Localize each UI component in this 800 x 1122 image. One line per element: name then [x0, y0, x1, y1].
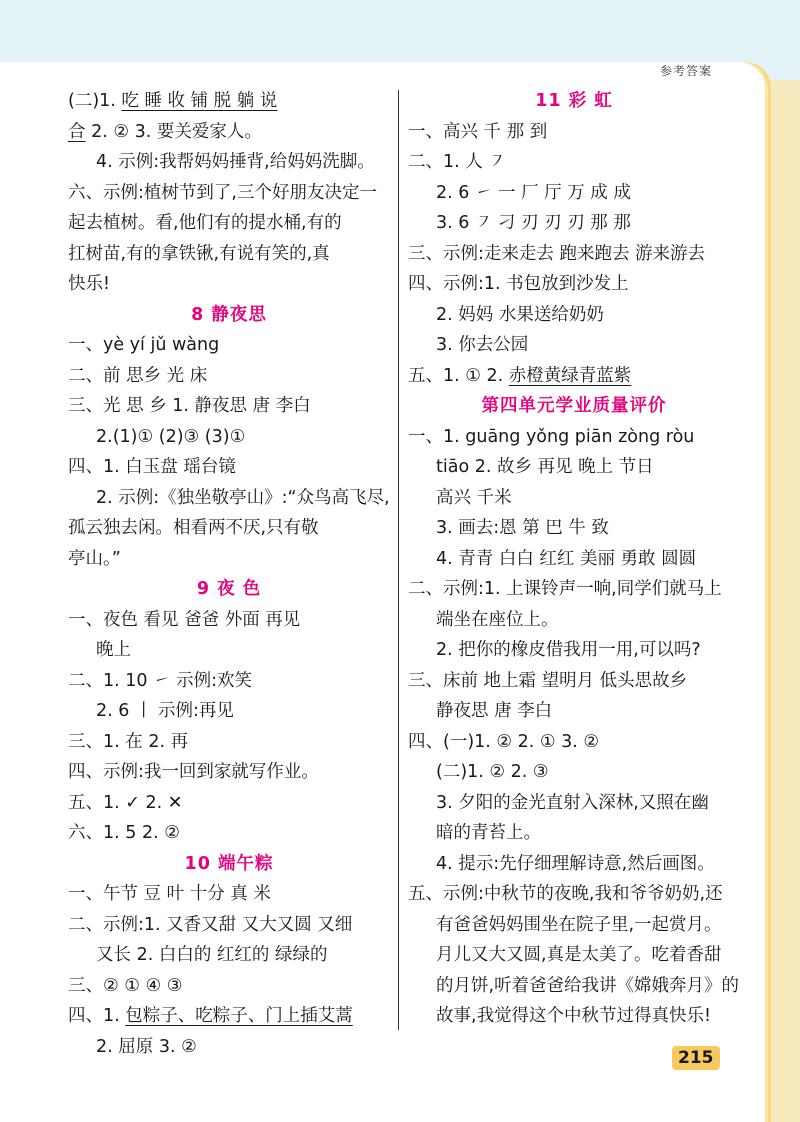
- answer-line: [68, 117, 390, 148]
- answer-line: [68, 696, 390, 727]
- line-text: 2. 6 丨 示例:再见: [96, 701, 234, 721]
- answer-line: [408, 910, 740, 941]
- line-text: 快乐!: [68, 274, 111, 294]
- answer-line: [68, 422, 390, 453]
- line-text: 一、1. guāng yǒng piān zòng ròu: [408, 426, 695, 447]
- answer-line: [68, 605, 390, 636]
- line-text: 静夜思 唐 李白: [436, 701, 553, 721]
- line-text: 有爸爸妈妈围坐在院子里,一起赏月。: [436, 914, 722, 935]
- line-text: 三、床前 地上霜 望明月 低头思故乡: [408, 670, 688, 691]
- line-text: 一、午节 豆 叶 十分 真 米: [68, 884, 271, 904]
- line-text: 2. 屈原 3. ②: [96, 1036, 197, 1057]
- answer-line: [408, 269, 740, 300]
- line-text: 六、示例:植树节到了,三个好朋友决定一: [68, 182, 377, 203]
- line-text: 四、示例:1. 书包放到沙发上: [408, 274, 629, 294]
- line-text: 五、1. ✓ 2. ✕: [68, 792, 183, 813]
- answer-line: [68, 666, 390, 697]
- answer-line: [408, 452, 740, 483]
- answer-line: [68, 452, 390, 483]
- answer-line: [68, 147, 390, 178]
- line-text: 10 端午粽: [184, 853, 274, 874]
- line-text: (二)1. ② 2. ③: [436, 762, 549, 782]
- line-text: 11 彩 虹: [535, 91, 613, 111]
- line-text: 3. 夕阳的金光直射入深林,又照在幽: [436, 792, 709, 813]
- answer-line: [68, 635, 390, 666]
- answer-line: [408, 239, 740, 270]
- column-divider: [398, 90, 399, 1030]
- line-text: 二、示例:1. 上课铃声一响,同学们就马上: [408, 579, 722, 599]
- answer-line: [68, 1001, 390, 1032]
- answer-line: [408, 574, 740, 605]
- line-text: 三、示例:走来走去 跑来跑去 游来游去: [408, 243, 706, 264]
- answer-line: [408, 818, 740, 849]
- line-text: 扛树苗,有的拿铁锹,有说有笑的,真: [68, 243, 330, 264]
- line-text: 起去植树。看,他们有的提水桶,有的: [68, 213, 342, 233]
- line-text: 8 静夜思: [191, 304, 267, 325]
- answer-line: [68, 239, 390, 270]
- answer-line: [408, 483, 740, 514]
- answer-line: [68, 483, 390, 514]
- answer-line: [68, 513, 390, 544]
- line-text: 一、夜色 看见 爸爸 外面 再见: [68, 609, 301, 630]
- answer-line: [68, 879, 390, 910]
- answer-line: [68, 1032, 390, 1063]
- line-text: 2. 6 ㇀ 一 厂 厅 万 成 成: [436, 182, 631, 203]
- line-text: 4. 提示:先仔细理解诗意,然后画图。: [436, 853, 715, 874]
- answer-line: [68, 757, 390, 788]
- answer-line: [408, 117, 740, 148]
- section-title: [68, 300, 390, 331]
- section-title: [408, 391, 740, 422]
- header-label: 参考答案: [659, 64, 712, 78]
- section-title: [408, 86, 740, 117]
- line-text: 月儿又大又圆,真是太美了。吃着香甜: [436, 945, 722, 965]
- answer-line: [408, 605, 740, 636]
- line-text: 四、(一)1. ② 2. ① 3. ②: [408, 731, 600, 752]
- line-text: 故事,我觉得这个中秋节过得真快乐!: [436, 1006, 712, 1026]
- answer-line: [408, 513, 740, 544]
- line-text: 高兴 千米: [436, 487, 512, 508]
- answer-line: [408, 727, 740, 758]
- answer-line: [68, 818, 390, 849]
- section-title: [68, 849, 390, 880]
- answer-line: [408, 208, 740, 239]
- line-text: 2. 妈妈 水果送给奶奶: [436, 304, 604, 325]
- line-text: 三、② ① ④ ③: [68, 975, 183, 996]
- answer-line: [68, 910, 390, 941]
- section-title: [68, 574, 390, 605]
- answer-line: [408, 666, 740, 697]
- line-text: 亭山。”: [68, 548, 121, 569]
- line-text: tiāo 2. 故乡 再见 晚上 节日: [436, 457, 654, 477]
- line-text: 一、yè yí jǔ wàng: [68, 335, 220, 355]
- answer-line: [68, 940, 390, 971]
- answer-line: [68, 727, 390, 758]
- answer-line: [68, 971, 390, 1002]
- answer-line: [68, 269, 390, 300]
- answer-line: [408, 635, 740, 666]
- answer-line: [408, 544, 740, 575]
- line-text: 五、1. ① 2.: [408, 365, 509, 386]
- line-text: 的月饼,听着爸爸给我讲《嫦娥奔月》的: [436, 975, 740, 996]
- line-text: 2.(1)① (2)③ (3)①: [96, 426, 246, 447]
- line-text: 端坐在座位上。: [436, 609, 559, 630]
- answer-line: [408, 971, 740, 1002]
- line-text: 一、高兴 千 那 到: [408, 121, 548, 142]
- answer-line: [408, 940, 740, 971]
- answer-line: [408, 178, 740, 209]
- line-text: 二、示例:1. 又香又甜 又大又圆 又细: [68, 914, 353, 935]
- underlined-answer: 赤橙黄绿青蓝紫: [508, 365, 632, 386]
- line-text: 3. 画去:恩 第 巴 牛 致: [436, 518, 609, 538]
- line-text: 2. 把你的橡皮借我用一用,可以吗?: [436, 640, 701, 660]
- answer-line: [408, 147, 740, 178]
- line-text: 晚上: [96, 640, 131, 660]
- line-text: 二、1. 10 ㇀ 示例:欢笑: [68, 670, 253, 691]
- answer-line: [68, 86, 390, 117]
- answer-line: [408, 849, 740, 880]
- answer-line: [408, 422, 740, 453]
- answer-line: [408, 361, 740, 392]
- line-text: 六、1. 5 2. ②: [68, 823, 180, 843]
- line-text: 四、示例:我一回到家就写作业。: [68, 762, 319, 782]
- line-text: 4. 青青 白白 红红 美丽 勇敢 圆圆: [436, 548, 697, 569]
- answer-line: [68, 178, 390, 209]
- line-text: 三、1. 在 2. 再: [68, 731, 189, 752]
- answer-line: [408, 879, 740, 910]
- line-text: 9 夜 色: [196, 579, 262, 599]
- line-text: 第四单元学业质量评价: [481, 396, 667, 416]
- line-text: 3. 6 ㇇ 刁 刃 刃 刃 那 那: [436, 213, 631, 233]
- line-rest: 2. ② 3. 要关爱家人。: [85, 121, 262, 142]
- answer-line: [408, 757, 740, 788]
- line-text: 四、1. 白玉盘 瑶台镜: [68, 457, 236, 477]
- answer-line: [68, 361, 390, 392]
- line-text: 二、1. 人 ㇇: [408, 152, 506, 172]
- answer-line: [408, 696, 740, 727]
- underlined-answer: 吃 睡 收 铺 脱 躺 说: [121, 91, 278, 111]
- answer-line: [68, 391, 390, 422]
- line-text: 五、示例:中秋节的夜晚,我和爷爷奶奶,还: [408, 884, 723, 904]
- answer-line: [408, 300, 740, 331]
- line-text: 4. 示例:我帮妈妈捶背,给妈妈洗脚。: [96, 152, 375, 172]
- answer-line: [408, 330, 740, 361]
- line-text: 暗的青苔上。: [436, 823, 541, 843]
- underlined-answer: 合: [68, 121, 86, 142]
- line-text: 三、光 思 乡 1. 静夜思 唐 李白: [68, 396, 311, 416]
- line-text: (二)1.: [68, 91, 122, 111]
- line-text: 3. 你去公园: [436, 335, 529, 355]
- line-text: 又长 2. 白白的 红红的 绿绿的: [96, 945, 328, 965]
- line-text: 二、前 思乡 光 床: [68, 365, 208, 386]
- answer-line: [408, 788, 740, 819]
- underlined-answer: 包粽子、吃粽子、门上插艾蒿: [125, 1006, 353, 1026]
- answer-line: [68, 788, 390, 819]
- left-column: [68, 86, 390, 1062]
- line-text: 四、1.: [68, 1006, 126, 1026]
- line-text: 2. 示例:《独坐敬亭山》:“众鸟高飞尽,: [96, 487, 390, 508]
- answer-line: [68, 544, 390, 575]
- page-number: 215: [672, 1046, 720, 1070]
- right-column: [408, 86, 740, 1032]
- line-text: 孤云独去闲。相看两不厌,只有敬: [68, 518, 319, 538]
- answer-line: [68, 208, 390, 239]
- answer-line: [408, 1001, 740, 1032]
- answer-line: [68, 330, 390, 361]
